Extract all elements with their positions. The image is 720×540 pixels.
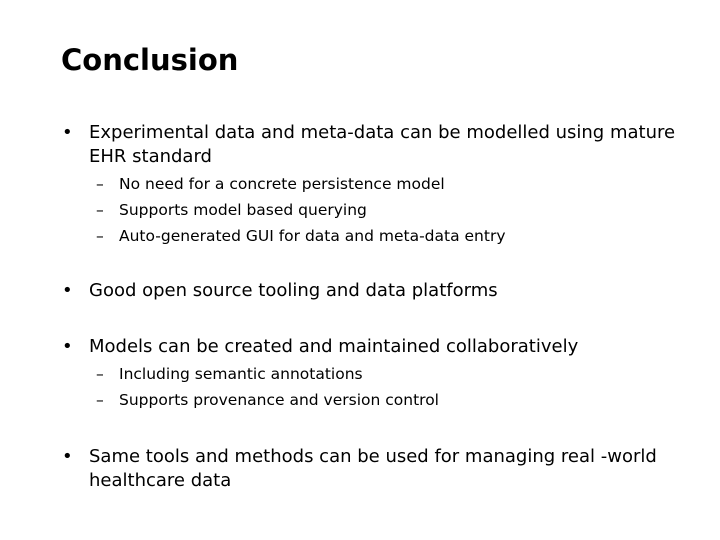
sub-bullet-text: Supports provenance and version control (119, 391, 439, 409)
sub-bullet-item (96, 361, 676, 387)
sub-bullet-text: Auto-generated GUI for data and meta-data entry (119, 227, 506, 245)
bullet-text: Good open source tooling and data platforms (89, 280, 498, 301)
bullet-item (62, 335, 682, 359)
sub-bullet-text: Supports model based querying (119, 201, 367, 219)
bullet-text: Models can be created and maintained collaboratively (89, 336, 579, 357)
sub-bullet-marker: – (96, 227, 104, 245)
bullet-item (62, 121, 682, 169)
bullet-text: Same tools and methods can be used for managing real -world healthcare data (89, 446, 657, 491)
bullet-marker: • (62, 280, 73, 301)
sub-bullet-item (96, 223, 676, 249)
slide-title: Conclusion (61, 43, 239, 77)
bullet-item (62, 445, 662, 493)
sub-bullet-marker: – (96, 391, 104, 409)
bullet-item (62, 279, 682, 303)
sub-bullet-item (96, 197, 676, 223)
bullet-marker: • (62, 336, 73, 357)
sub-bullet-text: Including semantic annotations (119, 365, 363, 383)
bullet-text: Experimental data and meta-data can be modelled using mature EHR standard (89, 122, 676, 167)
sub-bullet-marker: – (96, 365, 104, 383)
sub-bullet-marker: – (96, 175, 104, 193)
bullet-marker: • (62, 122, 73, 143)
sub-bullet-item (96, 171, 676, 197)
bullet-marker: • (62, 446, 73, 467)
sub-bullet-text: No need for a concrete persistence model (119, 175, 445, 193)
sub-bullet-marker: – (96, 201, 104, 219)
sub-bullet-item (96, 387, 676, 413)
